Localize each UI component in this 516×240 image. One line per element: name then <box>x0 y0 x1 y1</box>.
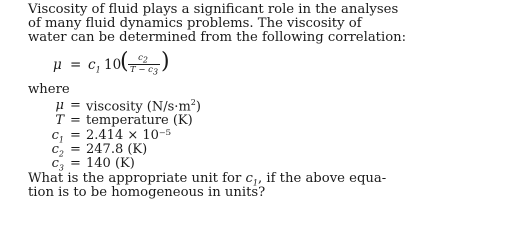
def-value-c1: 2.414 × 10⁻⁵ <box>86 128 171 143</box>
def-equals: = <box>70 98 81 113</box>
eq-equals: = <box>70 57 82 73</box>
intro-line-2: of many fluid dynamics problems. The viscosity of <box>28 16 362 31</box>
eq-numerator: $c_2$ <box>138 53 148 65</box>
eq-denominator: $T - c_3$ <box>129 65 159 77</box>
def-symbol-c3: $c_3$ <box>51 156 64 173</box>
def-symbol-c2: $c_2$ <box>51 142 64 159</box>
eq-base: 10 <box>104 57 122 73</box>
where-label: where <box>28 82 70 97</box>
def-equals: = <box>70 156 81 171</box>
eq-right-paren: ) <box>161 49 170 74</box>
def-symbol-c1: $c_1$ <box>51 128 64 145</box>
eq-left-paren: ( <box>120 49 129 74</box>
def-value-mu: viscosity $(N/s\cdot m^2)$ <box>86 98 201 115</box>
eq-c1: $c_1$ <box>88 57 101 75</box>
intro-line-3: water can be determined from the following correlation: <box>28 30 407 45</box>
def-value-t: temperature (K) <box>86 113 193 128</box>
def-symbol-mu: μ <box>55 98 64 113</box>
def-equals: = <box>70 142 81 157</box>
def-value-c3: 140 (K) <box>86 156 135 171</box>
def-equals: = <box>70 113 81 128</box>
question-line-1: What is the appropriate unit for $c_1$, if the above equa- <box>28 171 387 188</box>
def-value-c2: 247.8 (K) <box>86 142 148 157</box>
eq-mu: μ <box>53 57 62 73</box>
def-equals: = <box>70 128 81 143</box>
question-line-2: tion is to be homogeneous in units? <box>28 185 266 200</box>
def-symbol-t: T <box>55 113 64 128</box>
intro-line-1: Viscosity of fluid plays a significant role in the analyses <box>28 2 399 17</box>
